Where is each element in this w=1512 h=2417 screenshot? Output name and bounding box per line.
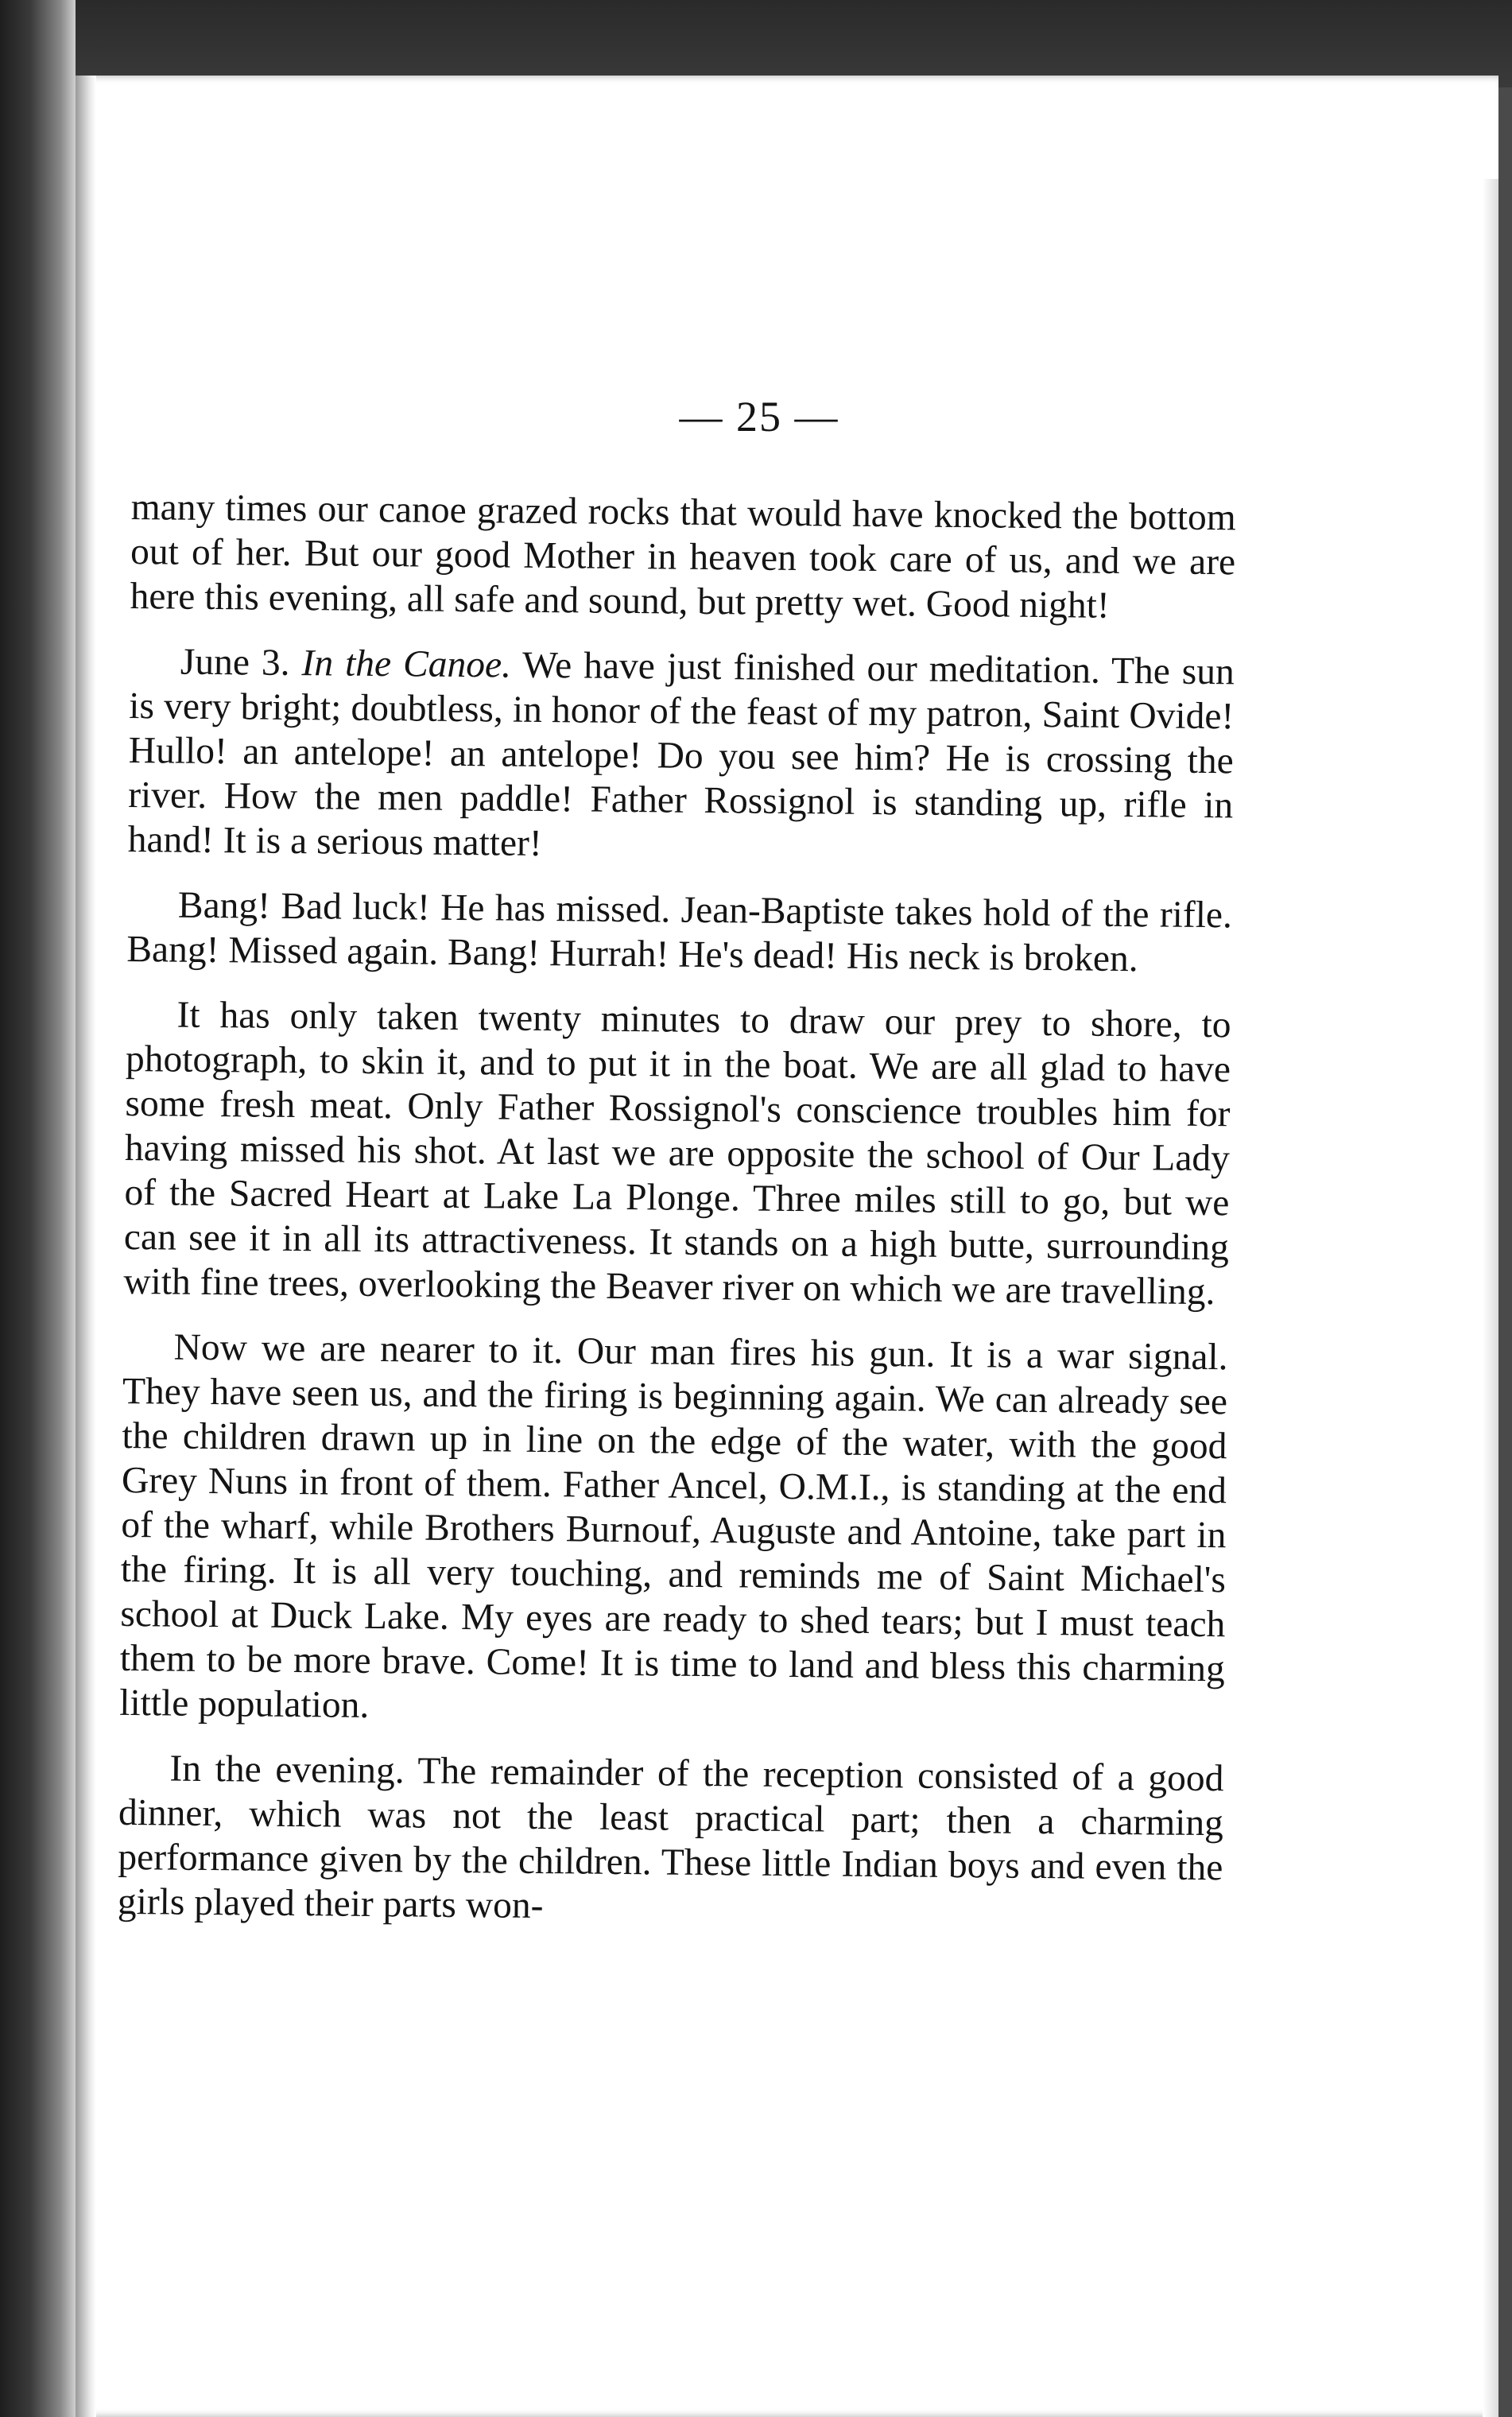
entry-heading: In the Canoe.: [301, 642, 512, 686]
top-scan-shadow: [0, 0, 1512, 87]
paragraph-2-text: We have just finished our meditation. The sun is very bright; doubtless, in honor of the feast of my patron, Saint Ovide! Hullo! an antelope! an antelope! Do you see him? He is crossing the river. How the men paddle! Father Rossignol is standing up, rifle in hand! It is a serious matter!: [127, 644, 1235, 864]
paragraph-5: Now we are nearer to it. Our man fires his gun. It is a war signal. They have seen us, and the firing is beginning again. We can already see the children drawn up in line on the edge of the water, with the good Grey Nuns in front of them. Father Ancel, O.M.I., is standing at the end of the wharf, while Brothers Burnouf, Auguste and Antoine, take part in the firing. It is all very touching, and reminds me of Saint Michael's school at Duck Lake. My eyes are ready to shed tears; but I must teach them to be more brave. Come! It is time to land and bless this charming little population.: [119, 1326, 1228, 1726]
paragraph-4: It has only taken twenty minutes to draw our prey to shore, to photograph, to skin it, and to put it in the boat. We are all glad to have some fresh meat. Only Father Rossignol's conscience troubles him for having missed his shot. At last we are opposite the school of Our Lady of the Sacred Heart at Lake La Plonge. Three miles still to go, but we can see it in all its attractiveness. It stands on a high butte, surrounding with fine trees, overlooking the Beaver river on which we are travelling.: [123, 994, 1231, 1313]
page-number: — 25 —: [679, 393, 839, 440]
book-page: [76, 76, 1498, 2417]
paragraph-1: many times our canoe grazed rocks that would have knocked the bottom out of her. But our good Mother in heaven took care of us, and we are here this evening, all safe and sound, but pretty wet. Good night!: [130, 486, 1236, 627]
page-right-edge: [1483, 179, 1498, 2417]
paragraph-6: In the evening. The remainder of the reception consisted of a good dinner, which was not the least practical part; then a charming performance given by the children. These little Indian boys and even the girls played their parts won-: [117, 1748, 1224, 1927]
paragraph-2: [127, 639, 1235, 872]
book-spine-edge: [0, 0, 76, 2417]
entry-date: June 3.: [180, 641, 290, 684]
body-text: [117, 485, 1236, 1955]
paragraph-3: Bang! Bad luck! He has missed. Jean-Baptiste takes hold of the rifle. Bang! Missed again. Bang! Hurrah! He's dead! His neck is broken.: [126, 884, 1233, 980]
